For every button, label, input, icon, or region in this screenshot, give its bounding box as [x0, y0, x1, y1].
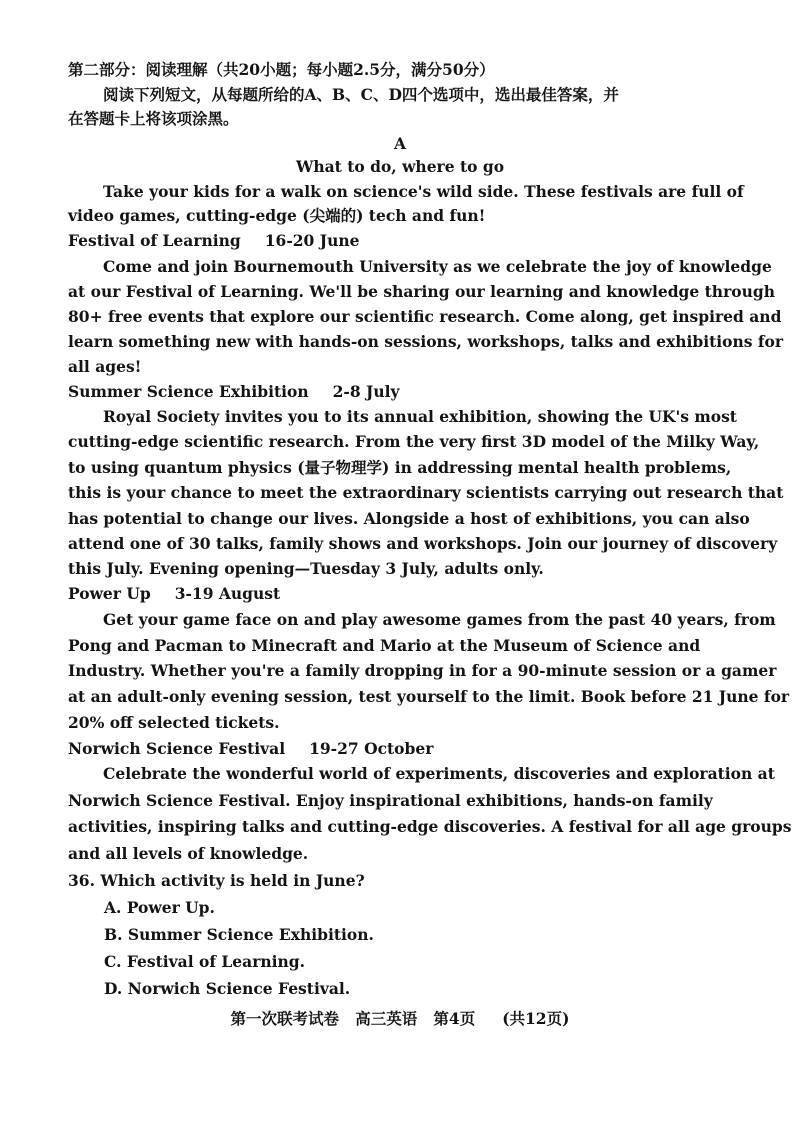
event-text-line: attend one of 30 talks, family shows and workshops. Join our journey of discovery	[68, 534, 778, 553]
answer-option-b[interactable]: B. Summer Science Exhibition.	[104, 925, 374, 944]
event-date: 3-19 August	[174, 584, 281, 603]
event-text-line: 80+ free events that explore our scientific research. Come along, get inspired and	[68, 307, 782, 326]
event-heading	[68, 583, 708, 605]
event-name: Festival of Learning	[68, 231, 241, 250]
instruction-line: 阅读下列短文，从每题所给的A、B、C、D四个选项中，选出最佳答案，并	[103, 85, 619, 104]
event-text-line: activities, inspiring talks and cutting-edge discoveries. A festival for all age groups	[68, 817, 792, 836]
event-date: 2-8 July	[332, 382, 400, 401]
event-date: 16-20 June	[264, 231, 360, 250]
event-text-line: this July. Evening opening—Tuesday 3 July, adults only.	[68, 559, 544, 578]
event-heading	[68, 738, 708, 760]
event-text-line: Get your game face on and play awesome games from the past 40 years, from	[103, 610, 776, 629]
event-heading	[68, 230, 708, 252]
answer-option-c[interactable]: C. Festival of Learning.	[104, 952, 306, 971]
event-text-line: this is your chance to meet the extraordinary scientists carrying out research that	[68, 483, 784, 502]
event-text-line: Norwich Science Festival. Enjoy inspirational exhibitions, hands-on family	[68, 791, 713, 810]
page-footer: 第一次联考试卷 高三英语 第4页 (共12页)	[230, 1009, 570, 1028]
event-name: Power Up	[68, 584, 151, 603]
event-text-line: Industry. Whether you're a family dropping in for a 90-minute session or a gamer	[68, 661, 777, 680]
passage-label: A	[393, 134, 407, 153]
event-text-line: cutting-edge scientific research. From the very first 3D model of the Milky Way,	[68, 432, 760, 451]
passage-title: What to do, where to go	[295, 157, 505, 176]
answer-option-a[interactable]: A. Power Up.	[104, 898, 215, 917]
instruction-line: 在答题卡上将该项涂黑。	[68, 109, 239, 128]
event-text-line: has potential to change our lives. Alongside a host of exhibitions, you can also	[68, 509, 750, 528]
event-heading	[68, 381, 708, 403]
event-name: Summer Science Exhibition	[68, 382, 309, 401]
intro-line: video games, cutting-edge (尖端的) tech and fun!	[68, 206, 486, 225]
event-text-line: Celebrate the wonderful world of experiments, discoveries and exploration at	[103, 764, 775, 783]
event-name: Norwich Science Festival	[68, 739, 286, 758]
event-text-line: at an adult-only evening session, test yourself to the limit. Book before 21 June for	[68, 687, 790, 706]
section-title: 第二部分：阅读理解（共20小题；每小题2.5分，满分50分）	[68, 60, 495, 79]
event-text-line: to using quantum physics (量子物理学) in addressing mental health problems,	[68, 458, 732, 477]
event-text-line: learn something new with hands-on sessions, workshops, talks and exhibitions for	[68, 332, 784, 351]
intro-line: Take your kids for a walk on science's wild side. These festivals are full of	[103, 182, 744, 201]
event-text-line: at our Festival of Learning. We'll be sharing our learning and knowledge through	[68, 282, 775, 301]
event-text-line: all ages!	[68, 357, 142, 376]
question-stem: 36. Which activity is held in June?	[68, 871, 365, 890]
event-text-line: Come and join Bournemouth University as we celebrate the joy of knowledge	[103, 257, 772, 276]
event-text-line: 20% off selected tickets.	[68, 713, 280, 732]
event-text-line: Royal Society invites you to its annual exhibition, showing the UK's most	[103, 407, 737, 426]
answer-option-d[interactable]: D. Norwich Science Festival.	[104, 979, 351, 998]
event-text-line: Pong and Pacman to Minecraft and Mario at the Museum of Science and	[68, 636, 701, 655]
event-text-line: and all levels of knowledge.	[68, 844, 309, 863]
event-date: 19-27 October	[309, 739, 434, 758]
